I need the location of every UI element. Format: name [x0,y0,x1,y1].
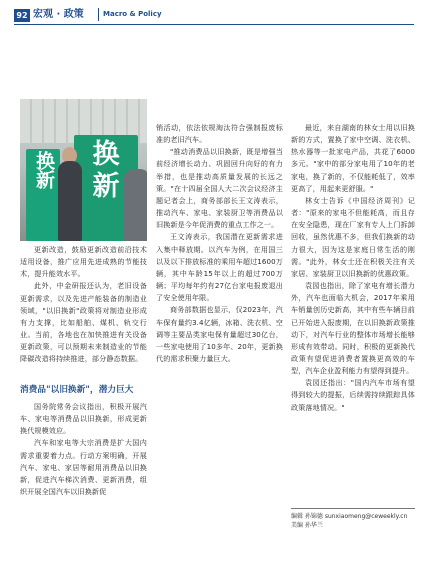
paragraph: 袁园也指出，除了家电有增长潜力外，汽车也面临大机会，2017年乘用车销量创历史新高，其中有些车辆目前已开始进入报废期，在以旧换新政策推动下，对汽车行业的整体市场增长能够形成有效带动。同时，积极的更新换代政策有望促进消费者置换更高效的车型，汽车企业盈利能力有望得到提升。 [291,281,415,376]
page-number: 92 [14,9,30,22]
header-rule [14,24,414,25]
article-column-1-top [20,244,147,366]
article-column-3 [291,122,415,414]
photo-banner-right-text: 换新 [92,139,120,202]
editor-line: 编辑 孙锦德 sunxiaomeng@ceweekly.cn [291,513,408,520]
editor-credits [291,512,415,530]
section-title: 宏观 · 政策 [33,9,84,20]
paragraph: 最近，来自湖南的林女士用以旧换新的方式，置换了家中空调、洗衣机、热水器等一批家电产品，共花了6000多元。"家中的部分家电用了10年的老家电，换了新的，不仅能耗低了，效率更高了，用起来更舒服。" [291,123,415,193]
paragraph: 汽车和家电等大宗消费是扩大国内需求重要着力点。行动方案明确，开展汽车、家电、家居等耐用消费品以旧换新，促进汽车梯次消费、更新消费，组织开展全国汽车以旧换新促 [20,438,147,497]
paragraph: 王文涛表示，我国潜在更新需求进入集中释放期。以汽车为例，在用国三以及以下排放标准的乘用车超过1600万辆，其中车龄15年以上的超过700万辆；平均每年约有27亿台家电报废退出了安全使用年限。 [156,232,283,303]
paragraph: 袁园还指出："国内汽车市场有望得到较大的提振，后续需持续跟踪具体政策落地情况。" [291,378,415,412]
section-title-en: Macro & Policy [98,8,166,21]
paragraph: 国务院常务会议指出，积极开展汽车、家电等消费品以旧换新，形成更新换代规模效应。 [20,402,147,436]
paragraph: 林女士告诉《中国经济周刊》记者："原来的家电不但能耗高，而且存在安全隐患，现在厂家有专人上门拆卸回收，虽然优惠不多，但我们换新的动力很大，因为这是家庭日常生活的刚需。"此外，林女士还在积极关注有关家居、家装厨卫以旧换新的优惠政策。 [291,195,415,278]
section-subheading: 消费品"以旧换新"，潜力巨大 [20,385,134,395]
photo-person-right [124,169,147,241]
paragraph: "推动消费品以旧换新，既是增强当前经济增长动力、巩固回升向好的有力举措，也是推动高质量发展的长远之策。"在十四届全国人大二次会议经济主题记者会上，商务部部长王文涛表示，推动汽车、家电、家装厨卫等消费品以旧换新是今年促消费的重点工作之一。 [156,147,283,230]
paragraph: 此外，中金研报还认为，老旧设备更新需求，以及先进产能装备的制造业领域，"以旧换新"政策将对制造业形成有力支撑，比如船舶、煤机、轨交行业。当前，各地也在加快推进有关设备更新政策，可以预期未来制造业的节能降碳改造将持续推进，部分静态数据。 [20,281,147,364]
paragraph: 商务部数据也显示，仅2023年，汽车保有量约3.4亿辆，冰箱、洗衣机、空调等主要品类家电保有量超过30亿台，一些家电使用了10多年、20年，更新换代的需求积聚力量巨大。 [156,305,283,363]
paragraph: 更新改造，鼓励更新改造前沿技术适用设备，推广应用先进成熟的节能技术，提升能效水平。 [20,245,147,279]
designer-line: 美编 孙华兰 [291,522,323,529]
page-header [0,0,427,26]
article-photo [20,99,147,241]
photo-banner-left-text: 换新 [33,151,55,189]
article-column-1-bottom [20,378,147,498]
photo-person [58,161,82,241]
article-column-2 [156,122,283,365]
paragraph: 销活动，依法依规淘汰符合强制报废标准的老旧汽车。 [156,123,283,145]
editor-rule [291,508,415,509]
